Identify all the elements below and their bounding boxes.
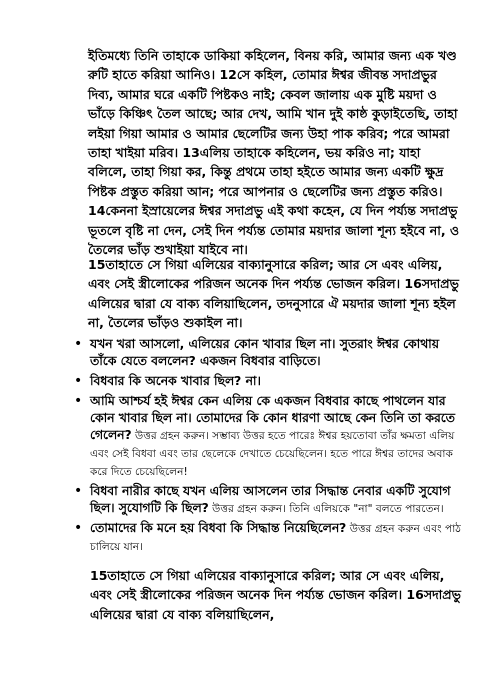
bullet-icon: • [74, 373, 83, 389]
question-text: যখন খরা আসলো, এলিয়ের কোন খাবার ছিল না। সুতরাং ঈশ্বর কোথায় তাঁকে যেতে বললেন? একজন বিধবার বাড়িতে। [90, 337, 439, 368]
bullet-icon: • [74, 336, 83, 352]
list-item [74, 393, 466, 481]
question-text: বিধবার কি অনেক খাবার ছিল? না। [90, 374, 261, 388]
list-item [74, 520, 466, 556]
answer-text: উত্তর গ্রহন করুন। সম্ভাব্য উত্তর হতে পারেঃ ঈশ্বর হয়তোবা তাঁর ক্ষমতা এলিয় এবং সেই বিধবা এবং তার ছেলেকে দেখাতে চেয়েছিলেন। হতে পারে ঈশ্বর তাদের অবাক করে দিতে চেয়েছিলেন! [90, 430, 455, 478]
scripture-paragraph-3: 15তাহাতে সে গিয়া এলিয়ের বাক্যানুসারে করিল; আর সে এবং এলিয়, এবং সেই স্ত্রীলোকের পরিজন অনেক দিন পর্য্যন্ত ভোজন করিল। 16সদাপ্রভু এলিয়ের দ্বারা যে বাক্য বলিয়াছিলেন, [90, 568, 461, 622]
question-text: আমি আশ্চর্য হই ঈশ্বর কেন এলিয় কে একজন বিধবার কাছে পাথলেন যার কোন খাবার ছিল না। তোমাদের কি কোন ধারণা আছে কেন তিনি তা করতে গেলেন? [90, 394, 455, 442]
scripture-paragraph-2: 15তাহাতে সে গিয়া এলিয়ের বাক্যানুসারে করিল; আর সে এবং এলিয়, এবং সেই স্ত্রীলোকের পরিজন অনেক দিন পর্য্যন্ত ভোজন করিল। 16সদাপ্রভু এলিয়ের দ্বারা যে বাক্য বলিয়াছিলেন, তদনুসারে ঐ ময়দার জালা শূন্য হইল না, তৈলের ভাঁড়ও শুকাইল না। [88, 257, 459, 331]
bullet-icon: • [74, 520, 83, 536]
question-text: তোমাদের কি মনে হয় বিধবা কি সিদ্ধান্ত নিয়েছিলেন? [90, 521, 347, 535]
discussion-list [74, 336, 466, 558]
list-item [74, 336, 466, 371]
list-item [74, 483, 466, 518]
question-text: বিধবা নারীর কাছে যখন এলিয় আসলেন তার সিদ্ধান্ত নেবার একটি সুযোগ ছিল। সুযোগটি কি ছিল? [90, 484, 451, 515]
scripture-paragraph-1: ইতিমধ্যে তিনি তাহাকে ডাকিয়া কহিলেন, বিনয় করি, আমার জন্য এক খণ্ড রুটি হাতে করিয়া আনিও। 12সে কহিল, তোমার ঈশ্বর জীবন্ত সদাপ্রভুর দিব্য, আমার ঘরে একটি পিষ্টকও নাই; কেবল জালায় এক মুষ্টি ময়দা ও ভাঁড়ে কিঞ্চিৎ তৈল আছে; আর দেখ, আমি খান দুই কাষ্ঠ কুড়াইতেছি, তাহা লইয়া গিয়া আমার ও আমার ছেলেটির জন্য উহা পাক করিব; পরে আমরা তাহা খাইয়া মরিব। 13এলিয় তাহাকে কহিলেন, ভয় করিও না; যাহা বলিলে, তাহা গিয়া কর, কিন্তু প্রথমে তাহা হইতে আমার জন্য একটি ক্ষুদ্র পিষ্টক প্রস্তুত করিয়া আন; পরে আপনার ও ছেলেটির জন্য প্রস্তুত করিও। 14কেননা ইস্রায়েলের ঈশ্বর সদাপ্রভু এই কথা কহেন, যে দিন পর্য্যন্ত সদাপ্রভু ভূতলে বৃষ্টি না দেন, সেই দিন পর্য্যন্ত তোমার ময়দার জালা শূন্য হইবে না, ও তৈলের ভাঁড় শুখাইয়া যাইবে না। [88, 48, 460, 258]
bullet-icon: • [74, 393, 83, 409]
answer-text: উত্তর গ্রহন করুন এবং পাঠ চালিয়ে যান। [90, 523, 461, 553]
list-item [74, 373, 466, 391]
bullet-icon: • [74, 483, 83, 499]
answer-text: উত্তর গ্রহন করুন। তিনি এলিয়কে "না" বলতে পারতেন। [208, 503, 444, 515]
